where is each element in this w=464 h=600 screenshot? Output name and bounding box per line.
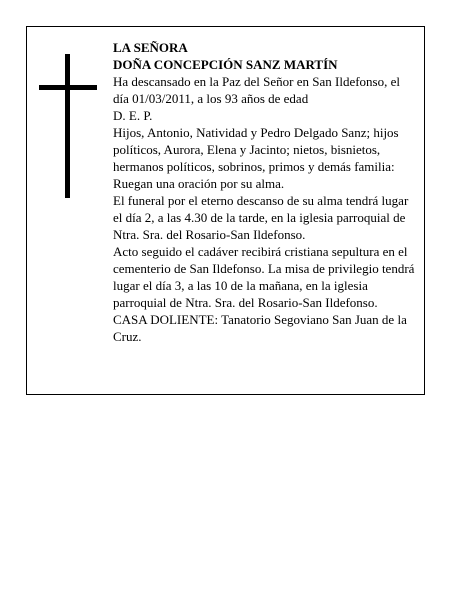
prayer-request: Ruegan una oración por su alma. [113, 176, 285, 191]
cross-horizontal-bar [39, 85, 97, 90]
dep-line: D. E. P. [113, 108, 153, 123]
mourning-house: CASA DOLIENTE: Tanatorio Segoviano San Juan de la Cruz. [113, 312, 407, 344]
cross-vertical-bar [65, 54, 70, 198]
announcement-paragraph: Ha descansado en la Paz del Señor en San Ildefonso, el día 01/03/2011, a los 93 años de edad [113, 74, 400, 106]
family-paragraph: Hijos, Antonio, Natividad y Pedro Delgado Sanz; hijos políticos, Aurora, Elena y Jacinto; nietos, bisnietos, hermanos políticos, sobrinos, primos y demás familia: [113, 125, 399, 174]
burial-paragraph: Acto seguido el cadáver recibirá cristiana sepultura en el cementerio de San Ildefonso. La misa de privilegio tendrá lugar el día 3, a las 10 de la mañana, en la iglesia parroquial de Ntra. Sra. del Rosario-San Ildefonso. [113, 244, 415, 310]
obituary-notice [26, 26, 425, 395]
funeral-paragraph: El funeral por el eterno descanso de su alma tendrá lugar el día 2, a las 4.30 de la tarde, en la iglesia parroquial de Ntra. Sra. del Rosario-San Ildefonso. [113, 193, 409, 242]
cross-icon [39, 54, 97, 198]
notice-text [113, 39, 419, 345]
deceased-name: DOÑA CONCEPCIÓN SANZ MARTÍN [113, 57, 338, 72]
notice-title: LA SEÑORA [113, 40, 188, 55]
